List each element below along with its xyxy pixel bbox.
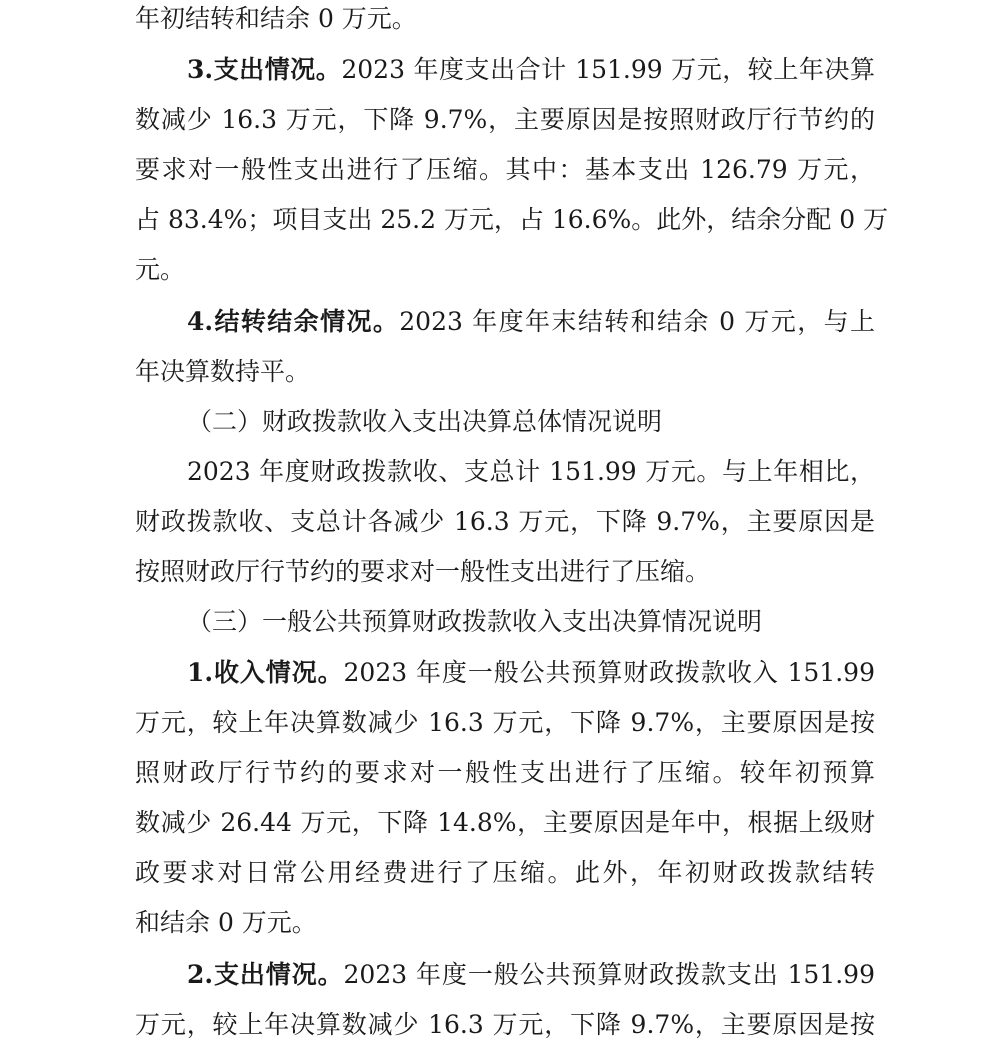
paragraph-line [187,45,875,95]
section-heading-income: 1.收入情况。 [187,658,344,687]
paragraph-line [187,297,875,347]
paragraph-line: 占 83.4%；项目支出 25.2 万元，占 16.6%。此外，结余分配 0 万 [135,205,889,234]
paragraph-line: 年决算数持平。 [135,357,311,386]
paragraph-line: 年初结转和结余 0 万元。 [135,4,417,33]
section-title-fiscal-overall: （二）财政拨款收入支出决算总体情况说明 [187,407,663,436]
paragraph-text: 2023 年度支出合计 151.99 万元，较上年决算 [341,55,875,84]
paragraph-line: 照财政厅行节约的要求对一般性支出进行了压缩。较年初预算 [135,758,875,787]
paragraph-line [187,950,875,1000]
section-heading-carryover: 4.结转结余情况。 [187,307,400,336]
paragraph-line: 数减少 16.3 万元，下降 9.7%，主要原因是按照财政厅行节约的 [135,105,875,134]
paragraph-line: 政要求对日常公用经费进行了压缩。此外，年初财政拨款结转 [135,858,875,887]
paragraph-text: 2023 年度一般公共预算财政拨款收入 151.99 [343,658,875,687]
paragraph-line: 万元，较上年决算数减少 16.3 万元，下降 9.7%，主要原因是按 [135,708,875,737]
paragraph-line: 财政拨款收、支总计各减少 16.3 万元，下降 9.7%，主要原因是 [135,507,875,536]
paragraph-line: 要求对一般性支出进行了压缩。其中：基本支出 126.79 万元， [135,155,875,184]
paragraph-text: 2023 年度一般公共预算财政拨款支出 151.99 [343,960,875,989]
paragraph-line: 2023 年度财政拨款收、支总计 151.99 万元。与上年相比， [187,457,875,486]
section-title-general-budget: （三）一般公共预算财政拨款收入支出决算情况说明 [187,607,763,636]
paragraph-line: 元。 [135,255,186,284]
paragraph-line: 按照财政厅行节约的要求对一般性支出进行了压缩。 [135,557,711,586]
paragraph-line: 和结余 0 万元。 [135,908,317,937]
paragraph-line: 万元，较上年决算数减少 16.3 万元，下降 9.7%，主要原因是按 [135,1010,875,1039]
paragraph-line [187,648,875,698]
section-heading-general-expenditure: 2.支出情况。 [187,960,344,989]
paragraph-line: 数减少 26.44 万元，下降 14.8%，主要原因是年中，根据上级财 [135,808,875,837]
section-heading-expenditure: 3.支出情况。 [187,55,342,84]
paragraph-text: 2023 年度年末结转和结余 0 万元，与上 [399,307,875,336]
